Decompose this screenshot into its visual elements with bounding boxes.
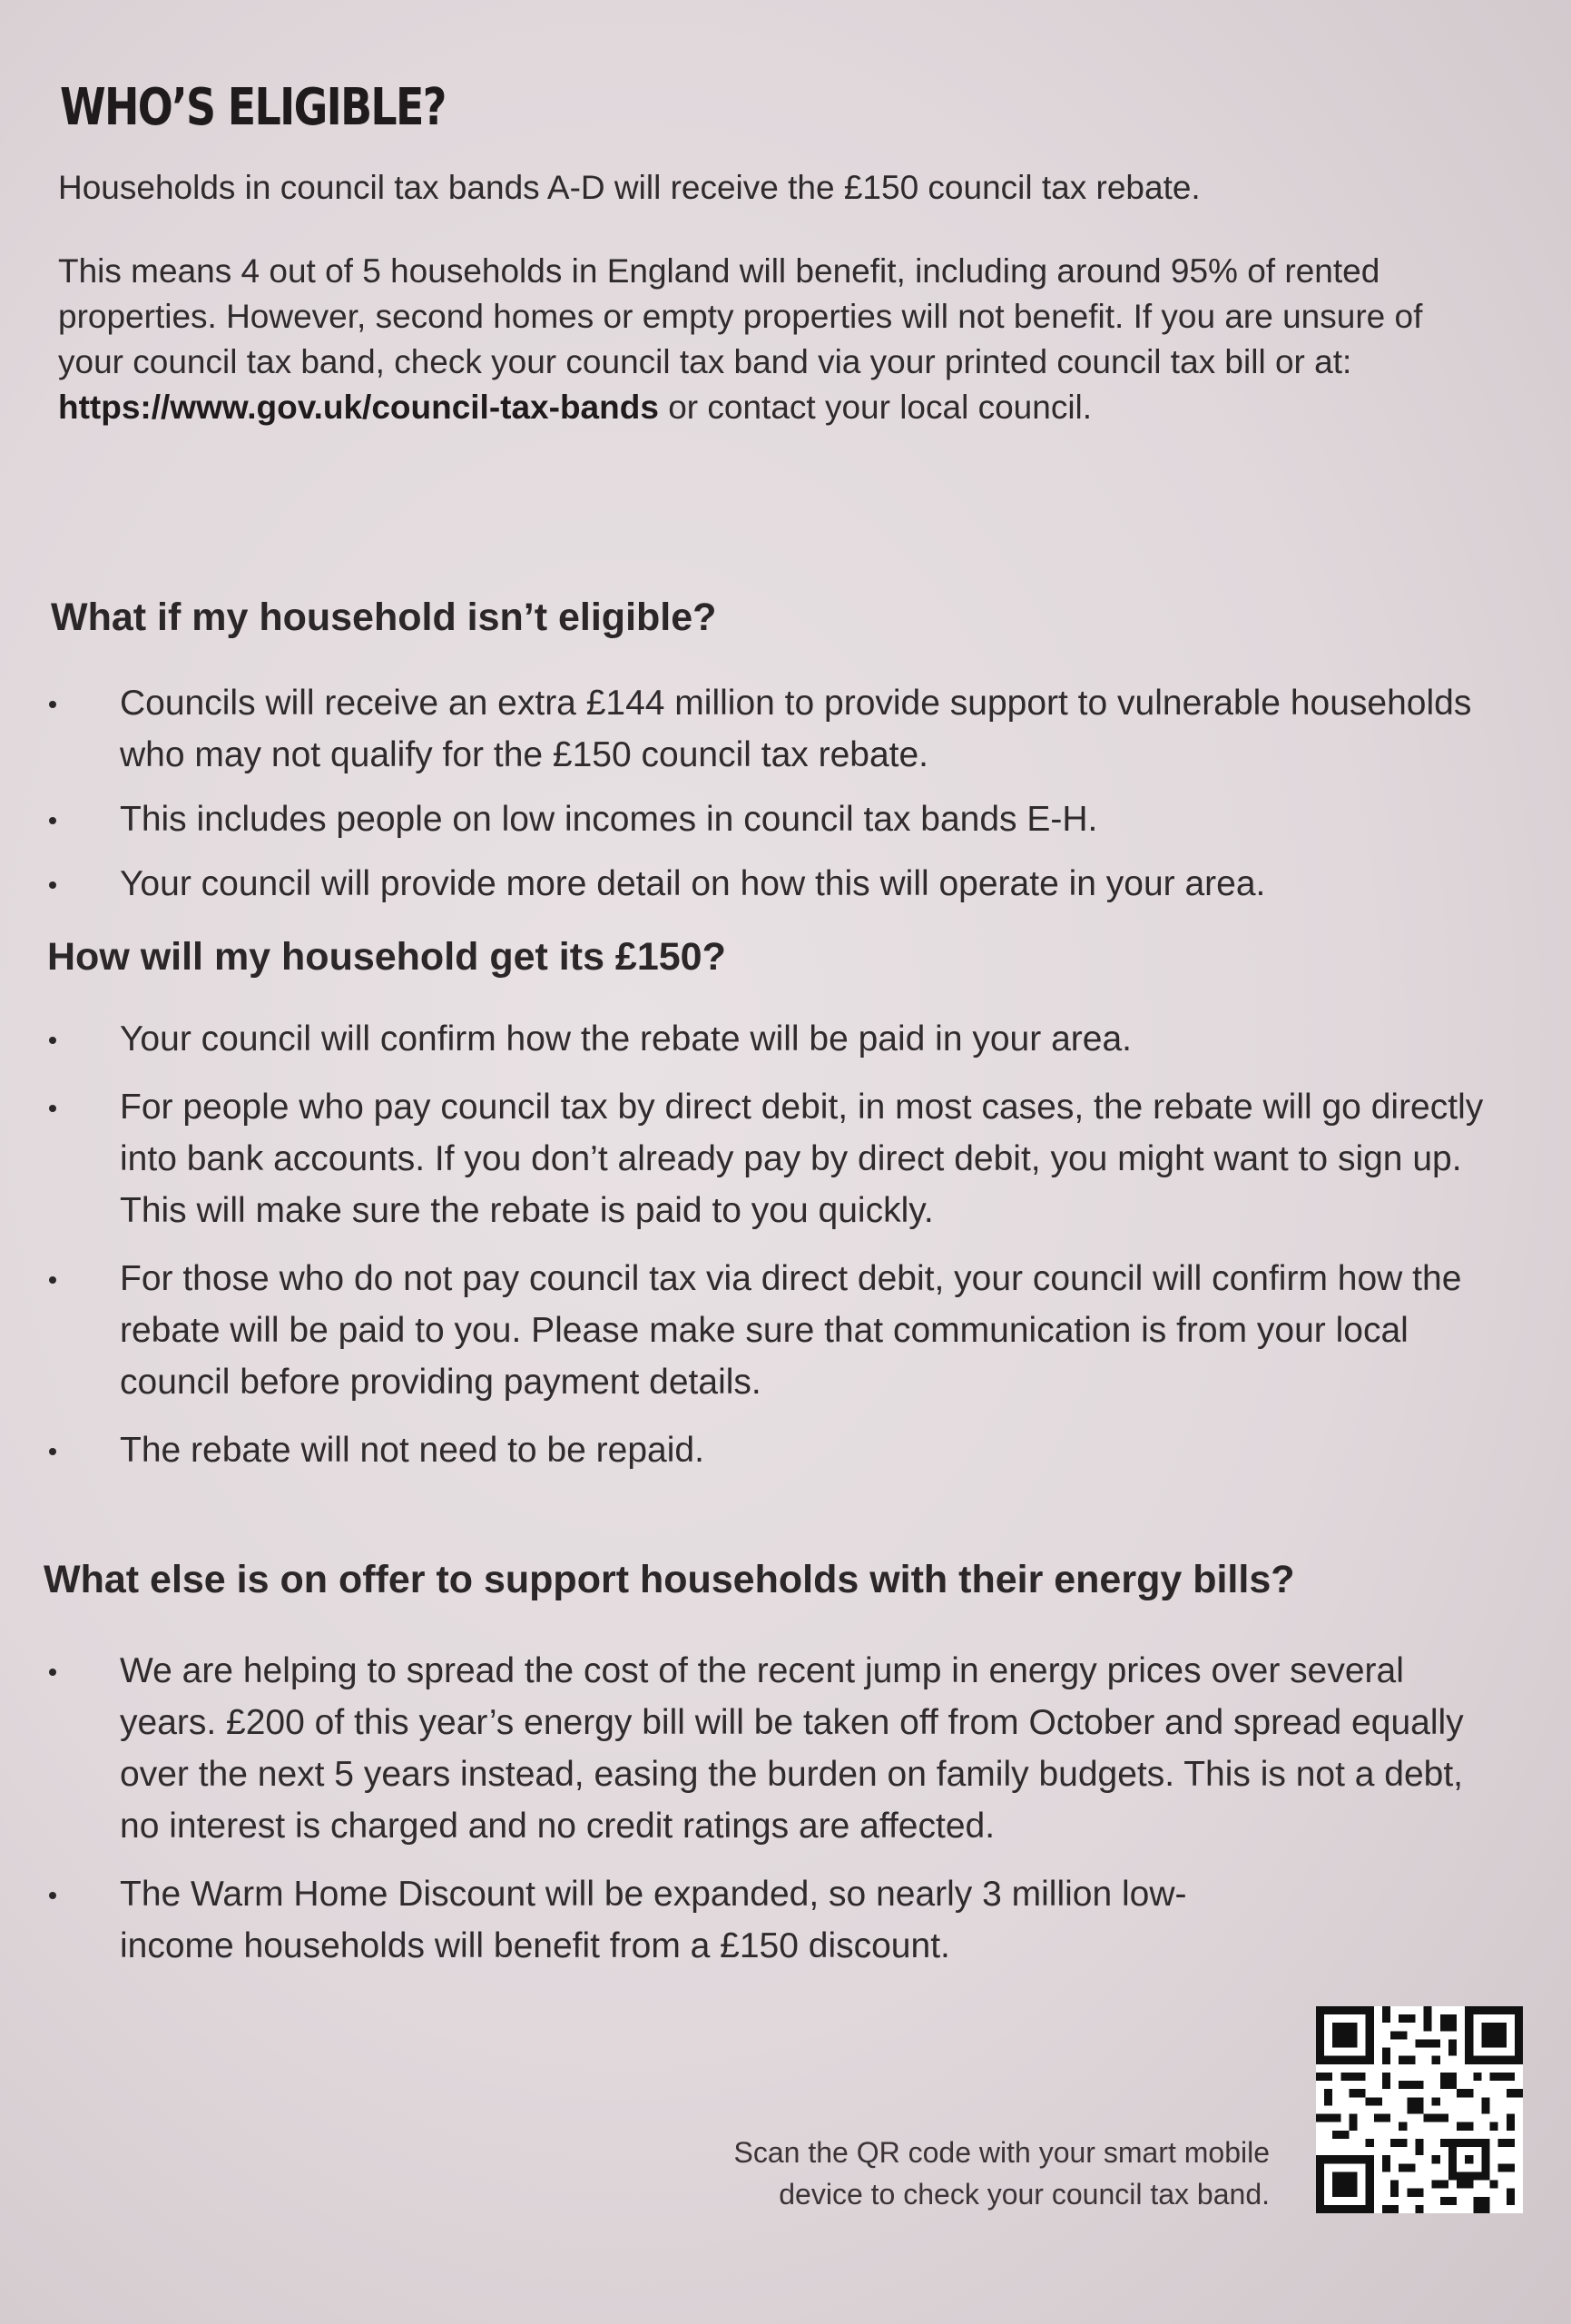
- qr-code-icon[interactable]: [1316, 2006, 1523, 2213]
- eligibility-detail-end: or contact your local council.: [658, 389, 1093, 426]
- eligibility-detail-text: This means 4 out of 5 households in England will benefit, including around 95% of rented properties. However, second homes or empty properties will not benefit. If you are unsure of your council tax band, check your council tax band via your printed council tax bill or at:: [58, 252, 1423, 380]
- eligibility-intro: Households in council tax bands A-D will receive the £150 council tax rebate.: [58, 169, 1201, 206]
- list-item: For people who pay council tax by direct debit, in most cases, the rebate will go directly into bank accounts. If you don’t already pay by direct debit, you might want to sign up. This will make sure the rebate is paid to you quickly.: [0, 1081, 1488, 1236]
- get-150-list: [0, 1013, 1488, 1476]
- qr-caption-line: Scan the QR code with your smart mobile: [733, 2136, 1270, 2169]
- qr-caption: [734, 2132, 1270, 2215]
- section-heading-other-support: What else is on offer to support households with their energy bills?: [44, 1558, 1295, 1601]
- eligibility-detail: [58, 249, 1456, 430]
- section-heading-get-150: How will my household get its £150?: [47, 935, 726, 979]
- list-item: We are helping to spread the cost of the recent jump in energy prices over several years. £200 of this year’s energy bill will be taken off from October and spread equally over the next 5 years instead, easing the burden on family budgets. This is not a debt, no interest is charged and no credit ratings are affected.: [0, 1645, 1497, 1852]
- qr-caption-line: device to check your council tax band.: [779, 2178, 1270, 2211]
- list-item: This includes people on low incomes in council tax bands E-H.: [0, 793, 1497, 845]
- list-item: Your council will provide more detail on how this will operate in your area.: [0, 858, 1497, 910]
- list-item: Councils will receive an extra £144 million to provide support to vulnerable households who may not qualify for the £150 council tax rebate.: [0, 677, 1497, 781]
- not-eligible-list: [0, 677, 1497, 910]
- other-support-list: [0, 1645, 1497, 1972]
- council-tax-bands-link[interactable]: https://www.gov.uk/council-tax-bands: [58, 389, 659, 426]
- list-item: The rebate will not need to be repaid.: [0, 1424, 1488, 1476]
- list-item: The Warm Home Discount will be expanded, so nearly 3 million low-income households will benefit from a £150 discount.: [0, 1868, 1300, 1972]
- section-heading-not-eligible: What if my household isn’t eligible?: [51, 596, 717, 639]
- page-title: WHO’S ELIGIBLE?: [60, 78, 446, 137]
- list-item: Your council will confirm how the rebate will be paid in your area.: [0, 1013, 1488, 1065]
- list-item: For those who do not pay council tax via direct debit, your council will confirm how the rebate will be paid to you. Please make sure that communication is from your local council before providing payment details.: [0, 1253, 1488, 1408]
